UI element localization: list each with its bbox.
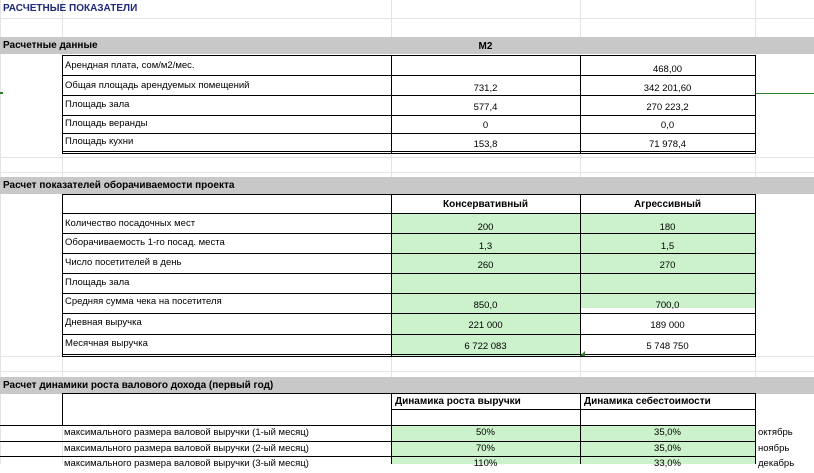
row-value-total: 71 978,4 <box>649 139 686 150</box>
row-label: Количество посадочных мест <box>65 218 196 229</box>
row-label: Площадь кухни <box>65 136 134 147</box>
row-month: ноябрь <box>758 443 790 454</box>
row-label: Число посетителей в день <box>65 257 182 268</box>
row-label: Общая площадь арендуемых помещений <box>65 80 250 91</box>
row-value-revenue: 50% <box>475 427 495 438</box>
section-title: Расчетные данные <box>3 40 98 51</box>
row-value-cost: 35,0% <box>654 427 681 438</box>
row-value-total: 342 201,60 <box>643 83 692 94</box>
section-band-turnover <box>0 177 814 194</box>
row-value-aggressive: 1,5 <box>660 241 675 252</box>
row-value-aggressive: 189 000 <box>650 320 685 331</box>
row-month: декабрь <box>758 458 795 469</box>
column-header-conservative: Консервативный <box>443 199 528 210</box>
row-label: Оборачиваемость 1-го посад. места <box>65 237 225 248</box>
row-value-conservative: 200 <box>477 222 494 233</box>
row-label: максимального размера валовой выручки (3-ый месяц) <box>64 458 309 469</box>
selection-marker <box>0 92 3 94</box>
row-label: Средняя сумма чека на посетителя <box>65 296 222 307</box>
comment-indicator-icon <box>580 351 585 356</box>
row-value-m2: 577,4 <box>473 102 498 113</box>
row-label: максимального размера валовой выручки (2-ый месяц) <box>64 443 309 454</box>
row-value-conservative <box>392 277 579 295</box>
row-value-m2: 731,2 <box>473 83 498 94</box>
row-value-aggressive: 5 748 750 <box>646 341 689 352</box>
section-title: Расчет динамики роста валового дохода (первый год) <box>3 380 274 391</box>
row-value-revenue: 70% <box>475 443 495 454</box>
row-value-conservative: 6 722 083 <box>464 341 507 352</box>
row-value-conservative: 221 000 <box>468 320 503 331</box>
row-value-cost: 35,0% <box>654 443 681 454</box>
row-value-aggressive <box>581 277 754 295</box>
row-value-conservative: 260 <box>477 260 494 271</box>
row-value-aggressive: 270 <box>659 260 676 271</box>
row-value-aggressive: 700,0 <box>655 300 680 311</box>
column-header-aggressive: Агрессивный <box>633 199 702 210</box>
row-value-total: 468,00 <box>652 64 683 75</box>
row-value-revenue: 110% <box>473 458 498 469</box>
row-value-conservative: 1,3 <box>478 241 493 252</box>
row-label: Площадь веранды <box>65 118 148 129</box>
row-value-m2: 0 <box>482 120 489 131</box>
column-header-cost-dynamics: Динамика себестоимости <box>584 396 711 407</box>
row-label: Площадь зала <box>65 99 130 110</box>
column-header-revenue-dynamics: Динамика роста выручки <box>395 396 521 407</box>
selected-cell-edge <box>756 93 814 94</box>
section-band-revenue-growth <box>0 377 814 394</box>
row-value-conservative: 850,0 <box>473 300 498 311</box>
row-label: Арендная плата, сом/м2/мес. <box>65 60 195 71</box>
row-value-cost: 33,0% <box>654 458 681 469</box>
row-label: Месячная выручка <box>65 338 148 349</box>
row-value-total: 270 223,2 <box>646 102 689 113</box>
sheet-title: РАСЧЕТНЫЕ ПОКАЗАТЕЛИ <box>3 3 138 14</box>
row-label: Дневная выручка <box>65 317 142 328</box>
row-label: Площадь зала <box>65 277 130 288</box>
row-value-total: 0,0 <box>660 120 675 131</box>
column-header-m2: М2 <box>478 41 493 52</box>
row-label: максимального размера валовой выручки (1-ый месяц) <box>64 427 309 438</box>
section-title: Расчет показателей оборачиваемости проекта <box>3 180 235 191</box>
row-month: октябрь <box>758 427 793 438</box>
row-value-aggressive: 180 <box>659 222 676 233</box>
row-value-m2 <box>392 61 579 79</box>
row-value-m2: 153,8 <box>473 139 498 150</box>
